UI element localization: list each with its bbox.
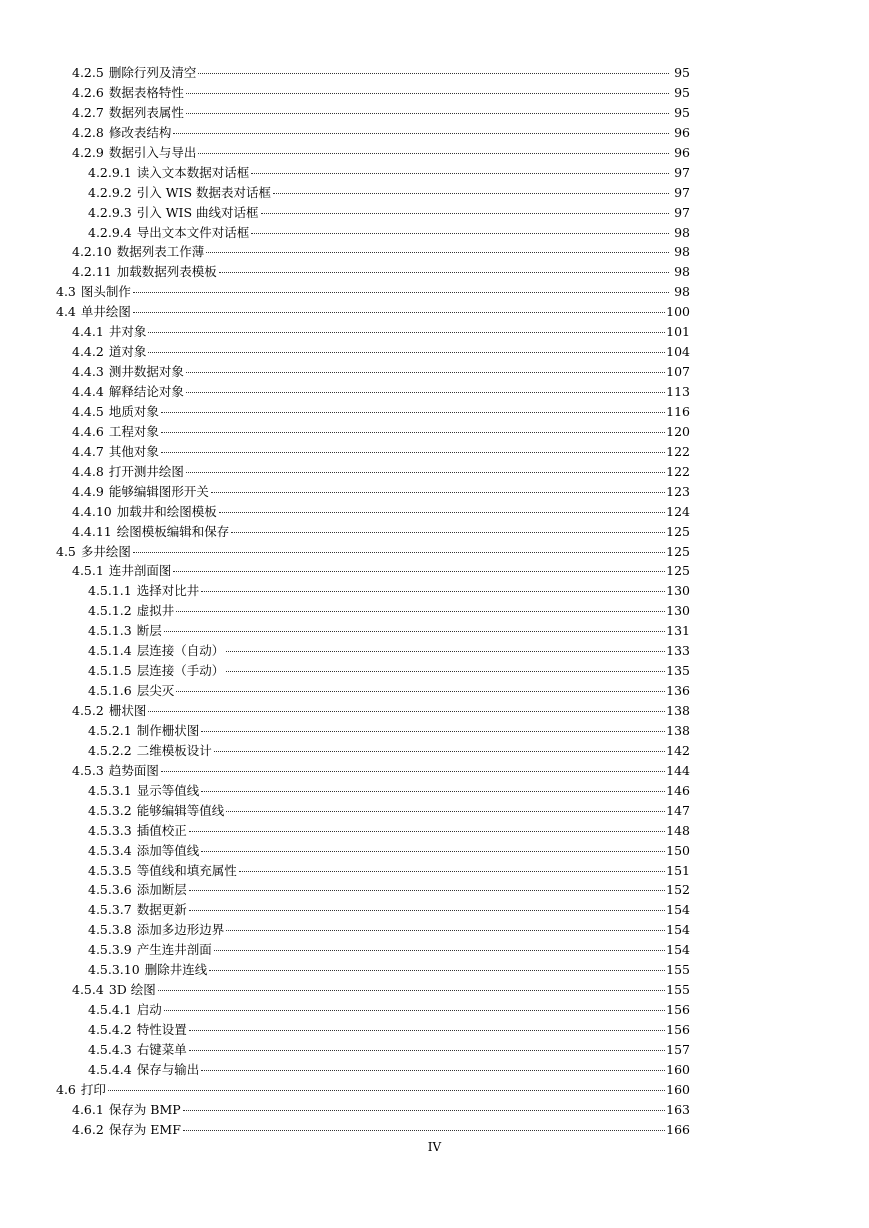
- toc-entry-title: 层连接（手动）: [136, 663, 225, 679]
- toc-entry-title: 多井绘图: [80, 543, 131, 559]
- toc-entry[interactable]: [56, 1020, 690, 1040]
- toc-entry-number: 4.5.3.6: [88, 882, 132, 898]
- toc-entry-title: 道对象: [108, 344, 147, 360]
- toc-entry-number: 4.6: [56, 1081, 76, 1097]
- toc-entry-page: 113: [666, 384, 690, 399]
- toc-entry-page: 156: [666, 1002, 690, 1018]
- toc-entry[interactable]: [56, 801, 690, 821]
- toc-entry[interactable]: [56, 442, 690, 462]
- toc-entry-number: 4.5.3.7: [88, 902, 132, 918]
- toc-entry-title: 工程对象: [108, 423, 159, 439]
- toc-dot-leader: [133, 312, 665, 313]
- toc-entry-title: 启动: [136, 1002, 162, 1018]
- toc-dot-leader: [201, 791, 665, 792]
- toc-entry[interactable]: [56, 721, 690, 741]
- toc-entry-title: 保存为 BMP: [108, 1101, 181, 1117]
- toc-dot-leader: [189, 890, 665, 891]
- toc-entry-page: 98: [674, 264, 690, 280]
- toc-entry-page: 154: [666, 942, 690, 958]
- toc-entry-number: 4.6.2: [72, 1121, 104, 1137]
- toc-dot-leader: [201, 591, 665, 592]
- toc-entry-number: 4.5.4.3: [88, 1041, 132, 1057]
- toc-entry[interactable]: [56, 103, 690, 123]
- toc-entry[interactable]: [56, 841, 690, 861]
- toc-entry-number: 4.2.8: [72, 124, 104, 140]
- toc-dot-leader: [161, 771, 665, 772]
- toc-entry-number: 4.2.5: [72, 65, 104, 80]
- toc-entry-title: 引入 WIS 曲线对话框: [136, 204, 259, 220]
- toc-entry-number: 4.2.9.4: [88, 224, 132, 240]
- toc-entry-number: 4.5.1.1: [88, 583, 132, 599]
- toc-entry-page: 97: [674, 164, 690, 180]
- toc-entry-page: 125: [666, 543, 690, 559]
- toc-entry-title: 连井剖面图: [108, 563, 172, 579]
- toc-entry-page: 98: [674, 224, 690, 240]
- toc-dot-leader: [214, 751, 665, 752]
- toc-entry-title: 单井绘图: [80, 304, 131, 320]
- toc-entry[interactable]: [56, 203, 690, 223]
- toc-entry-page: 96: [674, 144, 690, 160]
- toc-entry-title: 制作栅状图: [136, 722, 200, 738]
- toc-entry-number: 4.2.9.3: [88, 204, 132, 220]
- toc-entry-number: 4.4.5: [72, 403, 104, 419]
- toc-entry[interactable]: [56, 781, 690, 801]
- toc-dot-leader: [231, 532, 665, 533]
- toc-entry[interactable]: [56, 83, 690, 103]
- toc-dot-leader: [211, 492, 665, 493]
- toc-entry-title: 栅状图: [108, 703, 147, 718]
- toc-entry-number: 4.4.2: [72, 344, 104, 360]
- toc-entry[interactable]: [56, 621, 690, 641]
- toc-entry-page: 160: [666, 1081, 690, 1097]
- toc-dot-leader: [161, 412, 665, 413]
- toc-entry-page: 116: [666, 403, 690, 419]
- toc-entry[interactable]: [56, 262, 690, 282]
- toc-entry[interactable]: [56, 362, 690, 382]
- toc-entry-number: 4.5.3.10: [88, 962, 140, 978]
- toc-entry-number: 4.2.11: [72, 264, 112, 280]
- toc-dot-leader: [198, 73, 669, 74]
- toc-dot-leader: [176, 611, 665, 612]
- toc-dot-leader: [214, 950, 665, 951]
- toc-dot-leader: [161, 432, 665, 433]
- toc-entry-number: 4.5.1.6: [88, 683, 132, 699]
- toc-dot-leader: [261, 213, 669, 214]
- toc-entry-number: 4.5.1.2: [88, 603, 132, 619]
- toc-entry-number: 4.5.4.2: [88, 1022, 132, 1037]
- toc-entry-title: 打开测井绘图: [108, 463, 184, 479]
- toc-entry[interactable]: [56, 920, 690, 940]
- toc-entry-title: 保存与输出: [136, 1061, 200, 1077]
- toc-entry-title: 能够编辑等值线: [136, 802, 225, 818]
- toc-entry-page: 138: [666, 703, 690, 718]
- toc-entry[interactable]: [56, 741, 690, 761]
- toc-entry-title: 引入 WIS 数据表对话框: [136, 184, 272, 200]
- toc-entry[interactable]: [56, 462, 690, 482]
- toc-entry[interactable]: [56, 282, 690, 302]
- toc-dot-leader: [251, 173, 669, 174]
- toc-dot-leader: [133, 292, 669, 293]
- toc-entry-title: 修改表结构: [108, 124, 172, 140]
- toc-entry[interactable]: [56, 223, 690, 243]
- toc-entry[interactable]: [56, 183, 690, 203]
- toc-entry-title: 产生连井剖面: [136, 942, 212, 958]
- toc-entry-title: 等值线和填充属性: [136, 862, 237, 878]
- toc-entry[interactable]: [56, 522, 690, 542]
- toc-entry-title: 选择对比井: [136, 583, 200, 599]
- toc-entry-title: 导出文本文件对话框: [136, 224, 250, 240]
- toc-entry[interactable]: [56, 382, 690, 402]
- toc-entry-page: 151: [666, 862, 690, 878]
- toc-dot-leader: [183, 1110, 665, 1111]
- toc-entry[interactable]: [56, 342, 690, 362]
- toc-entry-title: 井对象: [108, 324, 147, 340]
- toc-dot-leader: [148, 352, 665, 353]
- toc-entry-number: 4.5.3.5: [88, 862, 132, 878]
- toc-entry-title: 二维模板设计: [136, 742, 212, 758]
- page-number: IV: [427, 1140, 442, 1154]
- toc-dot-leader: [173, 571, 665, 572]
- toc-entry-title: 趋势面图: [108, 762, 159, 778]
- toc-entry-page: 163: [666, 1101, 690, 1117]
- toc-entry-number: 4.5.4.4: [88, 1061, 132, 1077]
- toc-entry-page: 138: [666, 722, 690, 738]
- toc-entry-number: 4.6.1: [72, 1101, 104, 1117]
- toc-entry-page: 95: [674, 65, 690, 80]
- toc-entry-number: 4.5.2.2: [88, 742, 132, 758]
- toc-dot-leader: [186, 372, 665, 373]
- toc-dot-leader: [186, 113, 669, 114]
- toc-entry-page: 123: [666, 483, 690, 499]
- toc-entry[interactable]: [56, 681, 690, 701]
- toc-dot-leader: [201, 1070, 665, 1071]
- toc-entry-title: 断层: [136, 623, 162, 639]
- toc-entry-title: 特性设置: [136, 1022, 187, 1037]
- toc-dot-leader: [226, 651, 665, 652]
- toc-entry-page: 130: [666, 583, 690, 599]
- toc-entry-number: 4.3: [56, 284, 76, 300]
- toc-entry-title: 数据更新: [136, 902, 187, 918]
- toc-entry-number: 4.5.3.1: [88, 782, 132, 798]
- toc-entry-title: 层连接（自动）: [136, 643, 225, 659]
- toc-entry[interactable]: [56, 900, 690, 920]
- toc-entry-page: 156: [666, 1022, 690, 1037]
- toc-entry-title: 添加多边形边界: [136, 922, 225, 938]
- toc-entry-number: 4.5.3.3: [88, 822, 132, 838]
- toc-entry-page: 131: [666, 623, 690, 639]
- toc-entry-page: 155: [666, 962, 690, 978]
- toc-dot-leader: [176, 691, 665, 692]
- toc-entry-page: 133: [666, 643, 690, 659]
- toc-entry-number: 4.2.9.2: [88, 184, 132, 200]
- toc-entry-number: 4.5.3.2: [88, 802, 132, 818]
- toc-dot-leader: [186, 472, 665, 473]
- toc-entry-title: 虚拟井: [136, 603, 175, 619]
- toc-entry-page: 97: [674, 184, 690, 200]
- toc-dot-leader: [239, 871, 665, 872]
- toc-entry-page: 135: [666, 663, 690, 679]
- toc-entry[interactable]: [56, 980, 690, 1000]
- toc-dot-leader: [164, 1010, 665, 1011]
- toc-entry-title: 能够编辑图形开关: [108, 483, 209, 499]
- toc-entry-number: 4.4.7: [72, 443, 104, 459]
- toc-dot-leader: [219, 272, 669, 273]
- toc-entry[interactable]: [56, 701, 690, 721]
- toc-entry-page: 146: [666, 782, 690, 798]
- toc-entry-page: 101: [666, 324, 690, 340]
- toc-entry-title: 读入文本数据对话框: [136, 164, 250, 180]
- toc-dot-leader: [158, 990, 665, 991]
- toc-entry-page: 150: [666, 842, 690, 858]
- table-of-contents: [56, 63, 690, 1140]
- toc-entry-number: 4.4.10: [72, 503, 112, 519]
- toc-dot-leader: [133, 552, 665, 553]
- toc-entry-number: 4.5.1.5: [88, 663, 132, 679]
- toc-dot-leader: [189, 1050, 665, 1051]
- toc-entry-number: 4.2.9.1: [88, 164, 132, 180]
- toc-entry-title: 测井数据对象: [108, 364, 184, 380]
- toc-entry-title: 添加等值线: [136, 842, 200, 858]
- toc-entry-number: 4.5.4: [72, 982, 104, 998]
- toc-entry[interactable]: [56, 1120, 690, 1140]
- toc-dot-leader: [226, 671, 665, 672]
- toc-entry-title: 添加断层: [136, 882, 187, 898]
- toc-entry-number: 4.5.2: [72, 703, 104, 718]
- toc-entry-page: 142: [666, 742, 690, 758]
- toc-entry-title: 删除行列及清空: [108, 65, 197, 80]
- toc-entry-number: 4.2.7: [72, 104, 104, 120]
- toc-entry[interactable]: [56, 502, 690, 522]
- toc-dot-leader: [209, 970, 665, 971]
- toc-entry[interactable]: [56, 163, 690, 183]
- toc-entry-page: 96: [674, 124, 690, 140]
- toc-dot-leader: [148, 332, 665, 333]
- toc-entry-number: 4.4.4: [72, 384, 104, 399]
- toc-entry-number: 4.4.1: [72, 324, 104, 340]
- toc-entry[interactable]: [56, 880, 690, 900]
- toc-dot-leader: [206, 252, 669, 253]
- toc-entry-number: 4.5.1.4: [88, 643, 132, 659]
- toc-entry[interactable]: [56, 63, 690, 83]
- toc-entry-number: 4.5.3.9: [88, 942, 132, 958]
- toc-dot-leader: [186, 392, 665, 393]
- toc-entry-title: 层尖灭: [136, 683, 175, 699]
- toc-dot-leader: [161, 452, 665, 453]
- toc-entry-page: 125: [666, 523, 690, 539]
- toc-entry-title: 打印: [80, 1081, 106, 1097]
- toc-entry-number: 4.5.3.4: [88, 842, 132, 858]
- toc-entry[interactable]: [56, 482, 690, 502]
- toc-entry-title: 保存为 EMF: [108, 1121, 181, 1137]
- toc-entry-number: 4.5.1.3: [88, 623, 132, 639]
- toc-entry[interactable]: [56, 123, 690, 143]
- toc-entry-number: 4.5.1: [72, 563, 104, 579]
- toc-entry-title: 数据列表工作薄: [116, 244, 205, 260]
- toc-entry-title: 数据引入与导出: [108, 144, 197, 160]
- toc-entry-title: 数据表格特性: [108, 84, 184, 100]
- toc-entry-page: 95: [674, 84, 690, 100]
- toc-entry-page: 107: [666, 364, 690, 380]
- toc-dot-leader: [226, 930, 665, 931]
- toc-entry-number: 4.4.11: [72, 523, 112, 539]
- toc-entry-page: 97: [674, 204, 690, 220]
- toc-entry[interactable]: [56, 940, 690, 960]
- toc-entry-page: 148: [666, 822, 690, 838]
- toc-entry-page: 122: [666, 443, 690, 459]
- toc-dot-leader: [183, 1130, 665, 1131]
- toc-entry[interactable]: [56, 322, 690, 342]
- toc-entry-page: 154: [666, 922, 690, 938]
- toc-entry-page: 136: [666, 683, 690, 699]
- toc-entry-number: 4.4.3: [72, 364, 104, 380]
- toc-dot-leader: [189, 1030, 665, 1031]
- toc-dot-leader: [201, 851, 665, 852]
- toc-entry-page: 147: [666, 802, 690, 818]
- toc-entry[interactable]: [56, 601, 690, 621]
- toc-entry-number: 4.5.2.1: [88, 722, 132, 738]
- toc-entry[interactable]: [56, 761, 690, 781]
- toc-entry-page: 104: [666, 344, 690, 360]
- toc-dot-leader: [189, 831, 665, 832]
- toc-dot-leader: [273, 193, 669, 194]
- toc-entry-title: 3D 绘图: [108, 982, 156, 998]
- toc-dot-leader: [148, 711, 665, 712]
- toc-entry-title: 其他对象: [108, 443, 159, 459]
- toc-entry[interactable]: [56, 1060, 690, 1080]
- toc-entry[interactable]: [56, 1000, 690, 1020]
- toc-entry-number: 4.5: [56, 543, 76, 559]
- toc-entry-page: 98: [674, 244, 690, 260]
- toc-entry-number: 4.5.3: [72, 762, 104, 778]
- toc-dot-leader: [198, 153, 669, 154]
- toc-entry-page: 166: [666, 1121, 690, 1137]
- toc-entry-number: 4.2.6: [72, 84, 104, 100]
- toc-entry[interactable]: [56, 960, 690, 980]
- toc-entry-title: 图头制作: [80, 284, 131, 300]
- toc-entry-page: 125: [666, 563, 690, 579]
- toc-dot-leader: [226, 811, 665, 812]
- toc-dot-leader: [108, 1090, 665, 1091]
- toc-entry[interactable]: [56, 242, 690, 262]
- toc-entry[interactable]: [56, 861, 690, 881]
- toc-entry-page: 155: [666, 982, 690, 998]
- toc-entry-title: 加载数据列表模板: [116, 264, 217, 280]
- toc-entry-page: 98: [674, 284, 690, 300]
- toc-entry[interactable]: [56, 143, 690, 163]
- toc-dot-leader: [173, 133, 669, 134]
- toc-entry[interactable]: [56, 1040, 690, 1060]
- toc-dot-leader: [189, 910, 665, 911]
- toc-entry[interactable]: [56, 561, 690, 581]
- toc-entry-number: 4.4: [56, 304, 76, 320]
- toc-entry-page: 120: [666, 423, 690, 439]
- toc-entry-number: 4.4.8: [72, 463, 104, 479]
- toc-dot-leader: [164, 631, 665, 632]
- toc-entry-title: 显示等值线: [136, 782, 200, 798]
- toc-entry[interactable]: [56, 302, 690, 322]
- toc-entry-number: 4.2.10: [72, 244, 112, 260]
- toc-entry[interactable]: [56, 1100, 690, 1120]
- toc-entry-title: 解释结论对象: [108, 384, 184, 399]
- toc-entry-title: 数据列表属性: [108, 104, 184, 120]
- toc-entry[interactable]: [56, 422, 690, 442]
- toc-dot-leader: [219, 512, 665, 513]
- toc-entry[interactable]: [56, 661, 690, 681]
- toc-entry-page: 154: [666, 902, 690, 918]
- toc-entry-page: 122: [666, 463, 690, 479]
- toc-entry-title: 插值校正: [136, 822, 187, 838]
- toc-entry-page: 100: [666, 304, 690, 320]
- toc-dot-leader: [251, 233, 669, 234]
- toc-dot-leader: [186, 93, 669, 94]
- toc-entry-number: 4.5.3.8: [88, 922, 132, 938]
- toc-entry-page: 130: [666, 603, 690, 619]
- toc-entry-title: 右键菜单: [136, 1041, 187, 1057]
- toc-entry-page: 144: [666, 762, 690, 778]
- toc-entry[interactable]: [56, 641, 690, 661]
- toc-entry[interactable]: [56, 542, 690, 562]
- toc-entry-number: 4.2.9: [72, 144, 104, 160]
- toc-entry[interactable]: [56, 1080, 690, 1100]
- toc-entry[interactable]: [56, 581, 690, 601]
- toc-entry-title: 地质对象: [108, 403, 159, 419]
- toc-entry-title: 加载井和绘图模板: [116, 503, 217, 519]
- toc-entry-number: 4.5.4.1: [88, 1002, 132, 1018]
- toc-entry-title: 删除井连线: [144, 962, 208, 978]
- toc-entry-page: 124: [666, 503, 690, 519]
- toc-entry-title: 绘图模板编辑和保存: [116, 523, 230, 539]
- toc-dot-leader: [201, 731, 665, 732]
- toc-entry-page: 160: [666, 1061, 690, 1077]
- toc-entry[interactable]: [56, 821, 690, 841]
- toc-entry-page: 152: [666, 882, 690, 898]
- toc-entry-page: 157: [666, 1041, 690, 1057]
- toc-entry-page: 95: [674, 104, 690, 120]
- toc-entry-number: 4.4.9: [72, 483, 104, 499]
- toc-entry[interactable]: [56, 402, 690, 422]
- toc-entry-number: 4.4.6: [72, 423, 104, 439]
